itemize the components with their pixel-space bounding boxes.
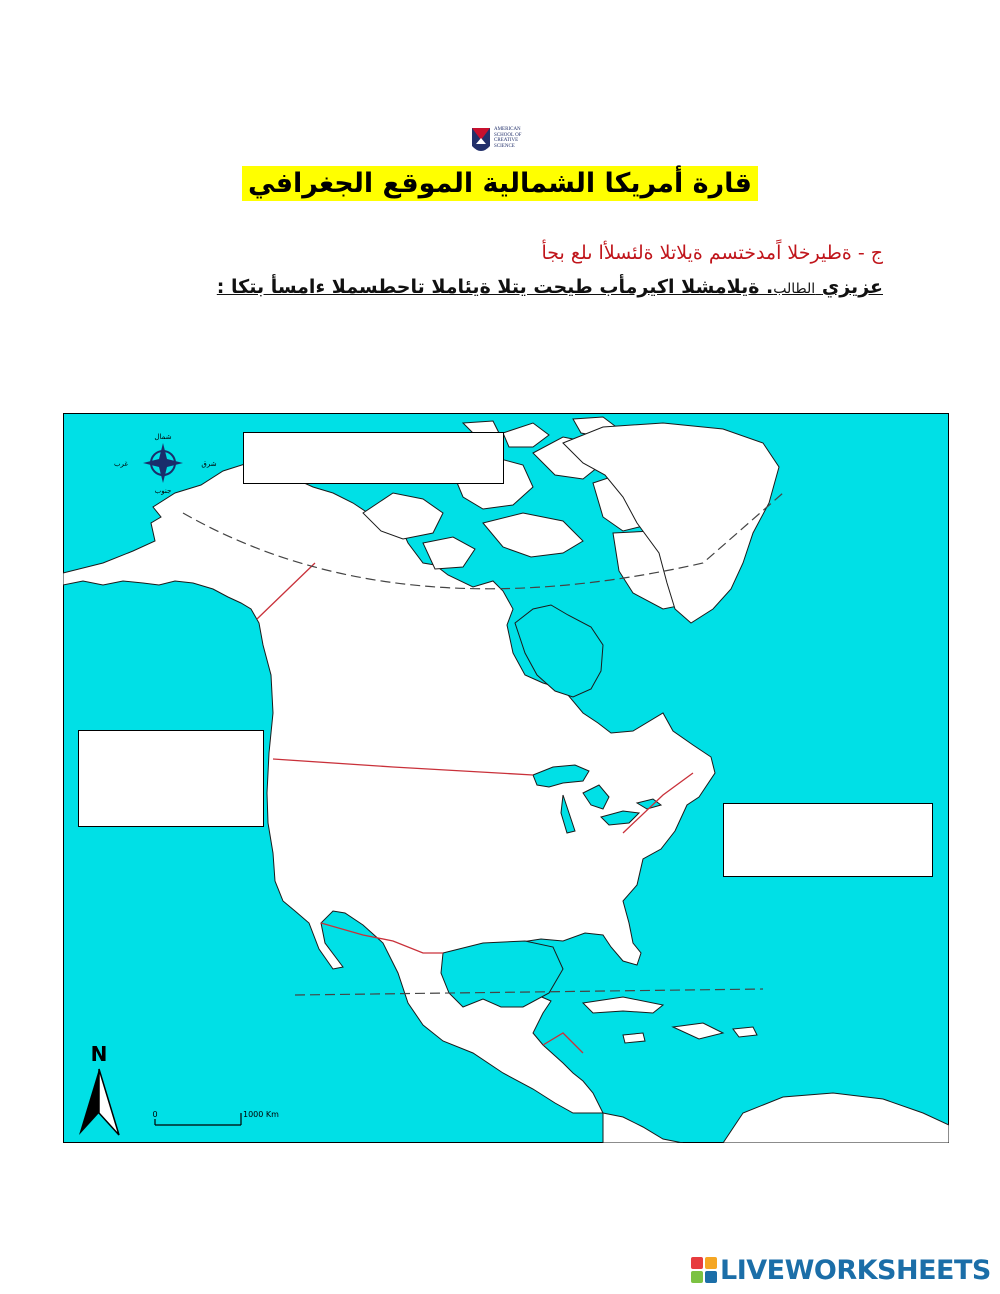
logo-text: AMERICAN SCHOOL OF CREATIVE SCIENCE [494,127,522,149]
footer-brand [691,1254,991,1286]
answer-box-left[interactable] [78,730,264,827]
instruction-student: الطالب [773,281,816,297]
page-title-text: قارة أمريكا الشمالية الموقع الجغرافي [242,166,758,201]
liveworksheets-logo-icon [691,1257,717,1283]
north-arrow-label: N [90,1042,108,1066]
compass-east-label: شرق [201,460,217,468]
scale-start-label: 0 [152,1110,158,1119]
instruction-prefix: عزيزي [821,276,883,298]
compass-north-label: شمال [154,433,172,441]
page-title [0,168,1000,199]
compass-west-label: غرب [113,460,129,468]
answer-box-top[interactable] [243,432,504,484]
compass-south-label: جنوب [154,487,172,495]
scale-end-label: 1000 Km [243,1110,279,1119]
instruction-line-2 [217,276,883,298]
footer-brand-text: LIVEWORKSHEETS [720,1254,991,1286]
answer-box-right[interactable] [723,803,933,877]
instruction-rest: . ةيلامشلا اكيرمأب طيحت يتلا ةيئاملا تاحطسملا ءامسأ بتكا : [216,276,774,298]
instruction-line-1: ج - ةطيرخلا اًمدختسم ةيلاتلا ةلئسلأا ىلع بجأ [541,242,883,264]
